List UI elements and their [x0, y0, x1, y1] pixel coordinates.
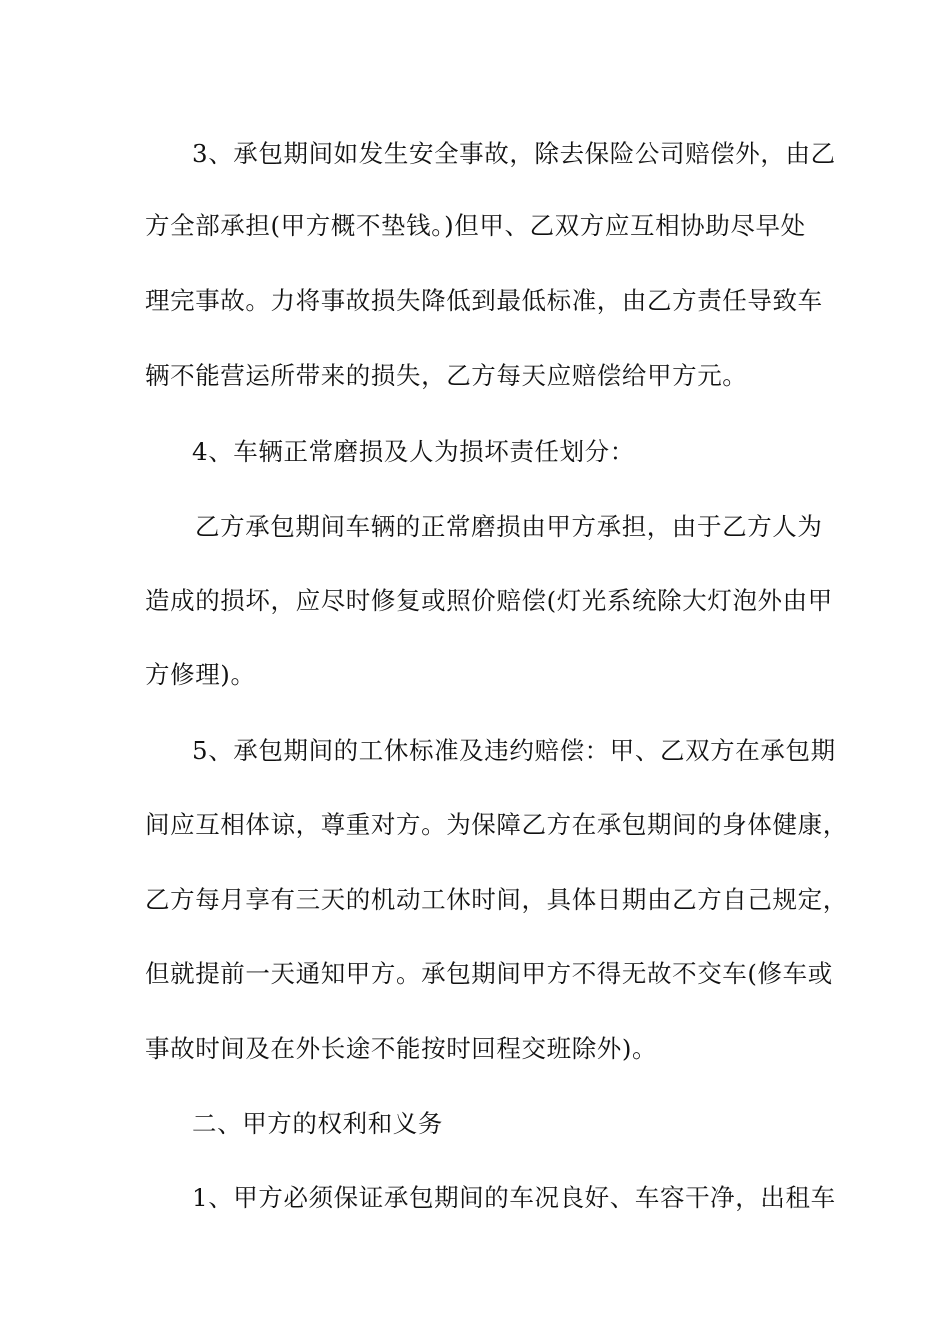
text-line-1: 3、承包期间如发生安全事故，除去保险公司赔偿外，由乙 [192, 139, 836, 168]
text-line-10: 间应互相体谅，尊重对方。为保障乙方在承包期间的身体健康， [145, 810, 848, 839]
section-heading: 二、甲方的权利和义务 [192, 1109, 443, 1138]
text-line-5: 4、车辆正常磨损及人为损坏责任划分： [192, 437, 635, 466]
text-line-11: 乙方每月享有三天的机动工休时间，具体日期由乙方自己规定， [145, 885, 848, 914]
text-line-8: 方修理)。 [145, 660, 256, 689]
text-line-4: 辆不能营运所带来的损失，乙方每天应赔偿给甲方元。 [145, 361, 748, 390]
text-line-15: 1、甲方必须保证承包期间的车况良好、车容干净，出租车 [192, 1183, 836, 1212]
text-line-9: 5、承包期间的工休标准及违约赔偿：甲、乙双方在承包期 [192, 736, 836, 765]
text-line-2: 方全部承担(甲方概不垫钱。)但甲、乙双方应互相协助尽早处 [145, 211, 806, 240]
text-line-7: 造成的损坏，应尽时修复或照价赔偿(灯光系统除大灯泡外由甲 [145, 586, 833, 615]
text-line-13: 事故时间及在外长途不能按时回程交班除外)。 [145, 1034, 658, 1063]
text-line-3: 理完事故。力将事故损失降低到最低标准，由乙方责任导致车 [145, 286, 823, 315]
text-line-12: 但就提前一天通知甲方。承包期间甲方不得无故不交车(修车或 [145, 959, 833, 988]
text-line-6: 乙方承包期间车辆的正常磨损由甲方承担，由于乙方人为 [195, 512, 823, 541]
